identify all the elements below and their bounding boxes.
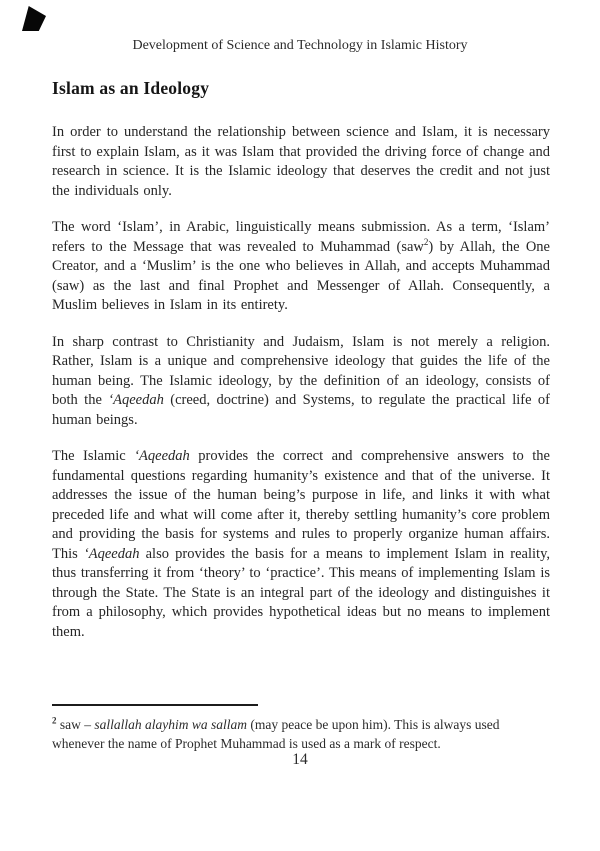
footnote-text bbox=[52, 715, 550, 753]
footnote-area bbox=[52, 704, 550, 753]
running-header: Development of Science and Technology in Islamic History bbox=[132, 38, 468, 53]
footnote-separator bbox=[52, 704, 258, 706]
footnote-body: saw – sallallah alayhim wa sallam (may peace be upon him). This is always used whenever the name of Prophet Muhammad is used as a mark of respect. bbox=[52, 717, 500, 751]
page-number: 14 bbox=[292, 751, 308, 768]
scan-corner-artifact bbox=[22, 6, 46, 31]
paragraph-4: The Islamic ‘Aqeedah provides the correct and comprehensive answers to the fundamental questions regarding humanity’s existence and that of the universe. It addresses the issue of the human being’s purpose in life, and links it with what preceded life and what will come after it, thereby settling humanity’s core problem and providing the basis for systems and rules to properly organize human affairs. This ‘Aqeedah also provides the basis for a means to implement Islam in reality, thus transferring it from ‘theory’ to ‘practice’. This means of implementing Islam is through the State. The State is an integral part of the ideology and distinguishes it from a philosophy, which provides hypothetical ideas but no means to implement them. bbox=[52, 448, 550, 640]
paragraph-3: In sharp contrast to Christianity and Judaism, Islam is not merely a religion. Rather, Islam is a unique and comprehensive ideology that guides the life of the human being. The Islamic ideology, by the definition of an ideology, consists of both the ‘Aqeedah (creed, doctrine) and Systems, to regulate the practical life of human beings. bbox=[52, 333, 550, 428]
page-content bbox=[52, 78, 550, 659]
section-heading: Islam as an Ideology bbox=[52, 78, 210, 98]
paragraph-1: In order to understand the relationship between science and Islam, it is necessary first to explain Islam, as it was Islam that provided the driving force of change and research in science. It is the Islamic ideology that deserves the credit and not just the individuals only. bbox=[52, 124, 550, 199]
paragraph-2: The word ‘Islam’, in Arabic, linguistically means submission. As a term, ‘Islam’ refers to the Message that was revealed to Muhammad (saw$^2$) by Allah, the One Creator, and a ‘Muslim’ is the one who believes in Allah, and accepts Muhammad (saw) as the last and final Prophet and Messenger of Allah. Consequently, a Muslim believes in Islam in its entirety. bbox=[52, 219, 550, 313]
footnote-marker: 2 bbox=[52, 715, 57, 726]
